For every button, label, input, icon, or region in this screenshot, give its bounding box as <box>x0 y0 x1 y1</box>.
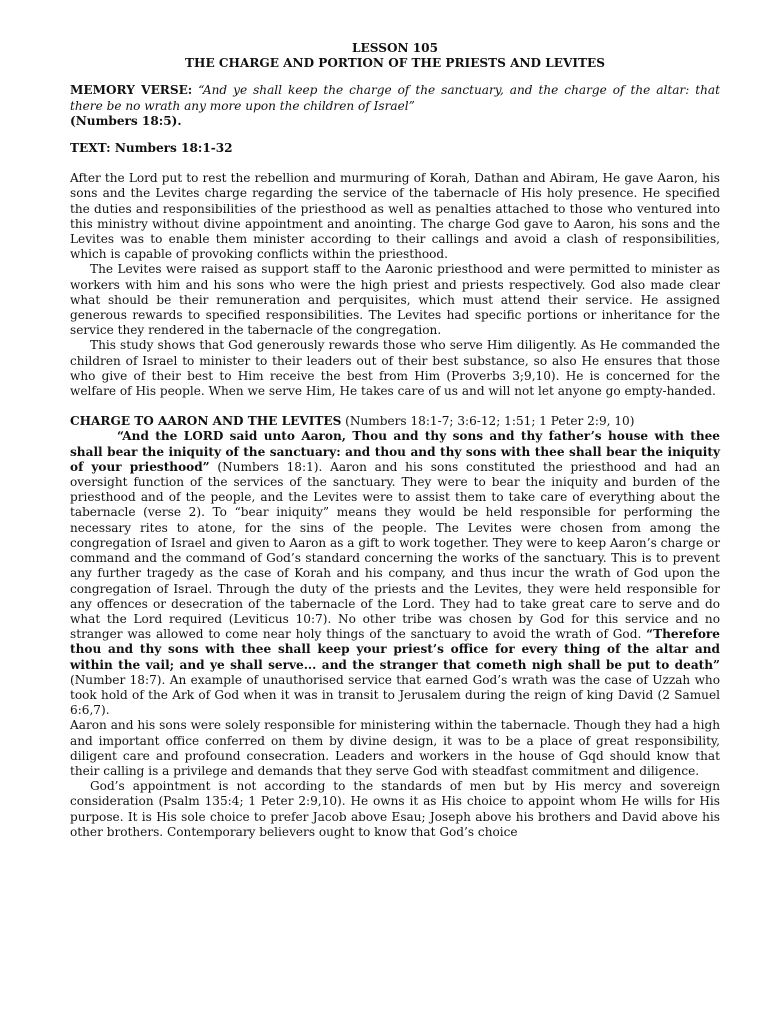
memory-verse-quote: “And ye shall keep the charge of the sanctuary, and the charge of the altar: that there be no wrath any more upon the children of Israel” <box>70 83 720 113</box>
section-paragraph-2: Aaron and his sons were solely responsible for ministering within the tabernacle. Though they had a high and important office conferred on them by divine design, it was to be a place of great responsibility, diligent care and profound consecration. Leaders and workers in the house of Gqd should know that their calling is a privilege and demands that they serve God with steadfast commitment and diligence. <box>70 718 720 778</box>
lesson-title: THE CHARGE AND PORTION OF THE PRIESTS AND LEVITES <box>185 56 605 71</box>
section-body-1: (Numbers 18:1). Aaron and his sons constituted the priesthood and had an oversight function of the services of the sanctuary. They were to bear the iniquity and burden of the priesthood and of the people, and the Levites were to assist them to take care of everything about the tabernacle (verse 2). To “bear iniquity” means they would be held responsible for performing the necessary rites to atone, for the sins of the people. The Levites were chosen from among the congregation of Israel and given to Aaron as a gift to work together. They were to keep Aaron’s charge or command and the command of God’s standard concerning the works of the sanctuary. This is to prevent any further tragedy as the case of Korah and his company, and thus incur the wrath of God upon the congregation of Israel. Through the duty of the priests and the Levites, they were held responsible for any offences or desecration of the tabernacle of the Lord. They had to take great care to serve and do what the Lord required (Leviticus 10:7). No other tribe was chosen by God for this service and no stranger was allowed to come near holy things of the sanctuary to avoid the wrath of God. <box>70 459 720 642</box>
text-reference: TEXT: Numbers 18:1-32 <box>70 141 233 156</box>
section-heading-refs: (Numbers 18:1-7; 3:6-12; 1:51; 1 Peter 2:9, 10) <box>345 414 635 429</box>
scripture-quote-2: “Therefore thou and thy sons with thee shall keep your priest’s office for every thing of the altar and within the vail; and ye shall serve... and the stranger that cometh nigh shall be put to death” <box>70 627 720 672</box>
document-page <box>70 41 720 840</box>
lesson-number: LESSON 105 <box>352 41 438 55</box>
section-paragraph-3: God’s appointment is not according to the standards of men but by His mercy and sovereign consideration (Psalm 135:4; 1 Peter 2:9,10). He owns it as His choice to appoint whom He wills for His purpose. It is His sole choice to prefer Jacob above Esau; Joseph above his brothers and David above his other brothers. Contemporary believers ought to know that God’s choice <box>70 779 720 839</box>
scripture-quote-1: “And the LORD said unto Aaron, Thou and thy sons and thy father’s house with thee shall bear the iniquity of the sanctuary: and thou and thy sons with thee shall bear the iniquity of your priesthood” <box>70 429 720 474</box>
memory-verse-reference: (Numbers 18:5). <box>70 113 182 128</box>
memory-verse-label: MEMORY VERSE: <box>70 83 193 98</box>
section-body-2: (Number 18:7). An example of unauthorised service that earned God’s wrath was the case of Uzzah who took hold of the Ark of God when it was in transit to Jerusalem during the reign of king David (2 Samuel 6:6,7). <box>70 672 720 718</box>
intro-paragraph-2: The Levites were raised as support staff to the Aaronic priesthood and were permitted to minister as workers with him and his sons who were the high priest and priests respectively. God also made clear what should be their remuneration and perquisites, which must attend their service. He assigned generous rewards to specified responsibilities. The Levites had specific portions or inheritance for the service they rendered in the tabernacle of the congregation. <box>70 262 720 338</box>
section-heading <box>70 414 720 429</box>
section-heading-title: CHARGE TO AARON AND THE LEVITES <box>70 414 342 429</box>
intro-paragraph-3: This study shows that God generously rewards those who serve Him diligently. As He commanded the children of Israel to minister to their leaders out of their best substance, so also He ensures that those who give of their best to Him receive the best from Him (Proverbs 3;9,10). He is concerned for the welfare of His people. When we serve Him, He takes care of us and will not let anyone go empty-handed. <box>70 338 720 399</box>
section-paragraph-1 <box>70 429 720 718</box>
intro-paragraph-1: After the Lord put to rest the rebellion and murmuring of Korah, Dathan and Abiram, He gave Aaron, his sons and the Levites charge regarding the service of the tabernacle of His holy presence. He specified the duties and responsibilities of the priesthood as well as penalties attached to those who ventured into this ministry without divine appointment and anointing. The charge God gave to Aaron, his sons and the Levites was to enable them minister according to their callings and avoid a clash of responsibilities, which is capable of provoking conflicts within the priesthood. <box>70 171 720 262</box>
memory-verse <box>70 83 720 113</box>
